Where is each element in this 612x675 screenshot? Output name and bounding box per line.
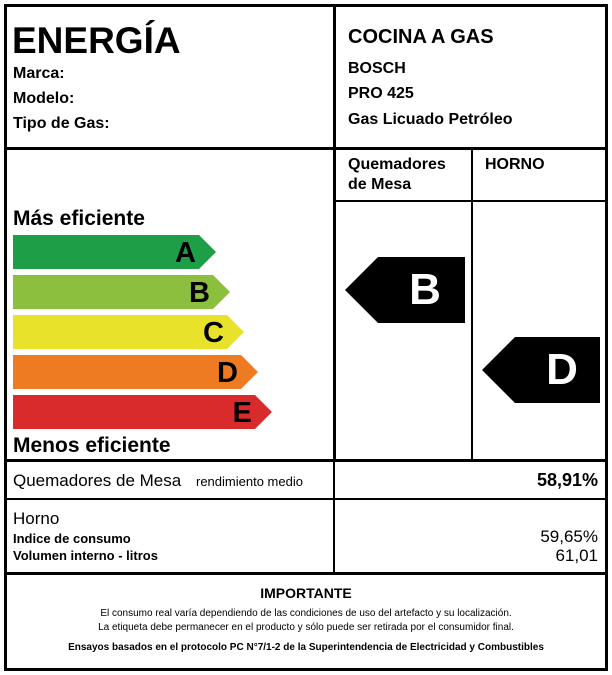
grade-letter-b: B	[189, 277, 210, 309]
divider-header	[333, 4, 336, 150]
model-label: Modelo:	[13, 90, 75, 107]
col-burners-line2: de Mesa	[348, 176, 412, 193]
volume-label: Volumen interno - litros	[13, 548, 158, 563]
oven-row-label: Horno	[13, 509, 60, 528]
divider-h2	[4, 459, 608, 462]
volume-value: 61,01	[555, 546, 598, 565]
grade-letter-e: E	[232, 397, 252, 429]
grade-letter-d: D	[217, 357, 238, 389]
burners-row-sublabel: rendimiento medio	[196, 474, 303, 489]
grade-letter-c: C	[203, 317, 224, 349]
burners-efficiency-value: 58,91%	[536, 470, 598, 490]
divider-h4	[4, 572, 608, 575]
model-value: PRO 425	[348, 85, 414, 102]
oven-rating-letter: D	[546, 345, 578, 394]
grade-letter-a: A	[175, 237, 196, 269]
footer-line3: Ensayos basados en el protocolo PC N°7/1-2 de la Superintendencia de Electricidad y Combustibles	[68, 642, 544, 653]
gas-type-value: Gas Licuado Petróleo	[348, 111, 513, 128]
consumption-label: Indice de consumo	[13, 531, 131, 546]
label-title: ENERGÍA	[12, 20, 181, 61]
divider-h1	[4, 147, 608, 150]
footer-title: IMPORTANTE	[260, 585, 352, 601]
footer-line1: El consumo real varía dependiendo de las condiciones de uso del artefacto y su localización.	[100, 608, 512, 619]
divider-value-col	[333, 459, 335, 573]
gas-type-label: Tipo de Gas:	[13, 115, 110, 132]
col-burners-line1: Quemadores	[348, 156, 446, 173]
footer-line2: La etiqueta debe permanecer en el producto y sólo puede ser retirada por el consumidor final.	[98, 622, 514, 633]
burners-row-label: Quemadores de Mesa	[13, 471, 182, 490]
divider-h3	[4, 498, 608, 500]
divider-scale	[333, 147, 336, 462]
scale-bottom-label: Menos eficiente	[13, 434, 171, 457]
burners-rating-letter: B	[409, 265, 441, 314]
col-oven: HORNO	[485, 156, 545, 173]
divider-columns	[471, 147, 473, 462]
brand-label: Marca:	[13, 65, 65, 82]
scale-top-label: Más eficiente	[13, 207, 145, 230]
divider-col-header	[335, 200, 608, 202]
consumption-value: 59,65%	[540, 527, 598, 546]
brand-value: BOSCH	[348, 60, 406, 77]
appliance-type: COCINA A GAS	[348, 26, 494, 48]
